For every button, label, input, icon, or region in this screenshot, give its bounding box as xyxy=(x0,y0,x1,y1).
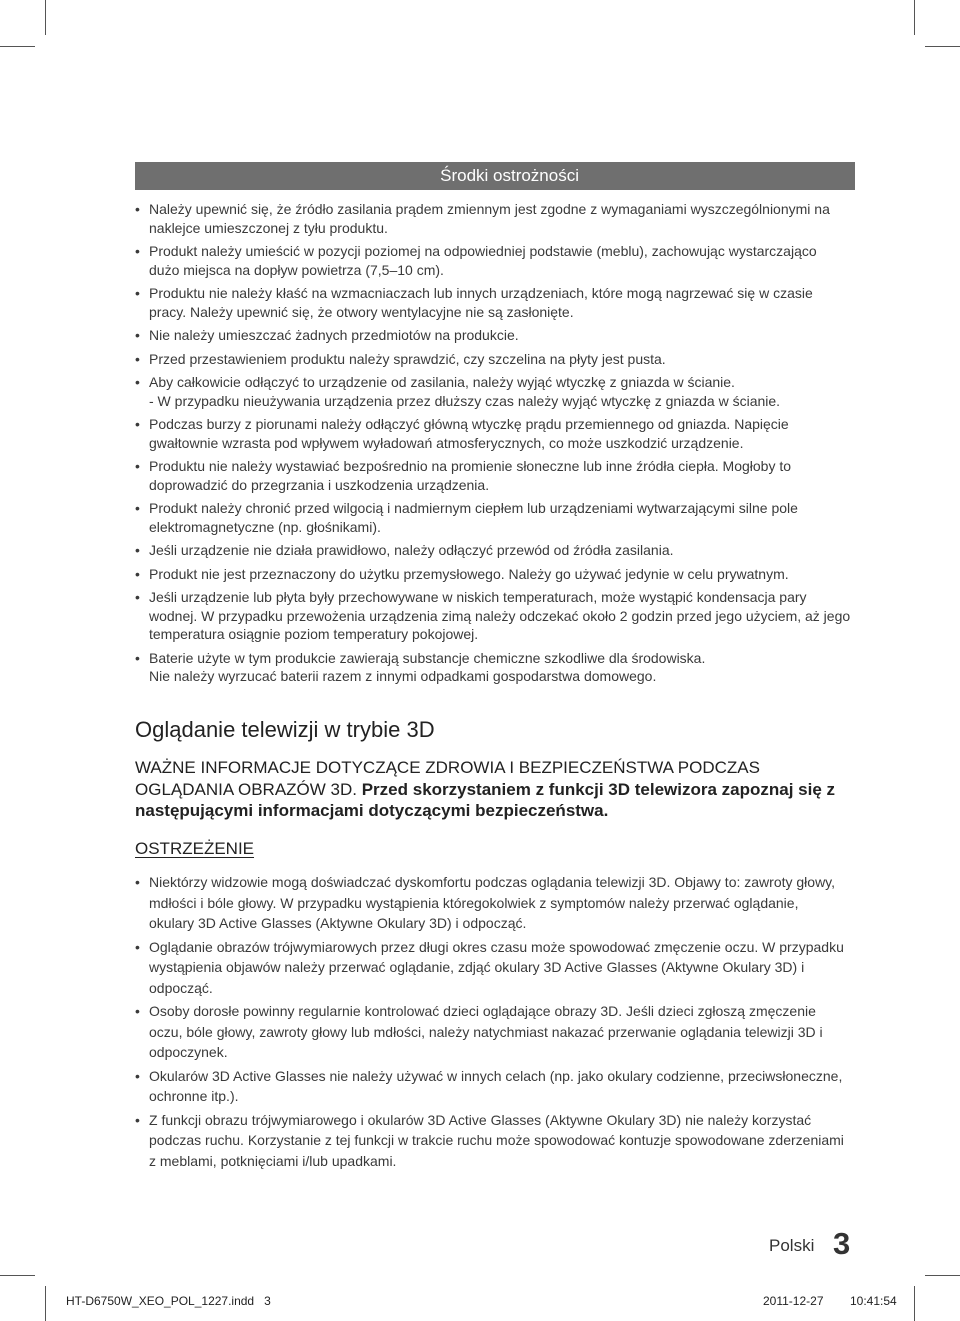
line: pracy. Należy upewnić się, że otwory wentylacyjne nie są zasłonięte. xyxy=(149,303,574,320)
list-item xyxy=(135,1066,855,1107)
line: ochronne itp.). xyxy=(149,1088,239,1104)
line: • Baterie użyte w tym produkcie zawierają substancje chemiczne szkodliwe dla środowiska. xyxy=(149,649,706,666)
list-item xyxy=(135,872,855,934)
line: wystąpienia objawów należy przerwać oglądanie, zdjąć okulary 3D Active Glasses (Aktywne Okulary 3D) i xyxy=(149,959,805,975)
notice-text: OGLĄDANIA OBRAZÓW 3D. xyxy=(135,779,362,799)
line: • Oglądanie obrazów trójwymiarowych przez długi okres czasu może spowodować zmęczenie oczu. W przypadku xyxy=(149,938,844,955)
line: • Produkt należy umieścić w pozycji poziomej na odpowiedniej podstawie (meblu), zachowując wystarczająco xyxy=(149,243,817,259)
line: mdłości i bóle głowy. W przypadku wystąpienia któregokolwiek z symptomów należy przerwać oglądanie, xyxy=(149,894,799,911)
notice-bold-text: Przed skorzystaniem z funkcji 3D telewizora zapoznaj się z xyxy=(361,779,836,799)
list-item xyxy=(135,200,855,237)
line: wodnej. W przypadku przewożenia urządzenia zimą należy odczekać około 2 godzin przed jego użyciem, aż jego xyxy=(149,607,851,624)
crop-mark xyxy=(925,1275,960,1276)
list-item xyxy=(135,326,855,345)
line: podczas ruchu. Korzystanie z tej funkcji w trakcie ruchu może spowodować kontuzje spowodowane zderzeniami xyxy=(149,1132,844,1148)
slug-time: 10:41:54 xyxy=(850,1294,897,1308)
line: • Podczas burzy z piorunami należy odłączyć główną wtyczkę prądu przemiennego od gniazda. Napięcie xyxy=(149,416,789,432)
line: okulary 3D Active Glasses (Aktywne Okulary 3D) i odpocząć. xyxy=(149,915,527,931)
list-item xyxy=(135,1110,855,1172)
line: oczu, bóle głowy, zawroty głowy lub mdłości, należy natychmiast nakazać przerwanie oglądania telewizji 3D i xyxy=(149,1023,823,1040)
line: gwałtownie wzrasta pod wpływem wyładowań atmosferycznych, co może uszkodzić urządzenie. xyxy=(149,434,744,451)
line: • Produkt należy chronić przed wilgocią i nadmiernym ciepłem lub urządzeniami wytwarzającymi silne pole xyxy=(149,500,798,516)
line: • Okularów 3D Active Glasses nie należy używać w innych celach (np. jako okulary codzienne, przeciwsłoneczne, xyxy=(149,1067,843,1084)
crop-mark xyxy=(0,1275,35,1276)
section-header-bar xyxy=(135,162,855,190)
list-item xyxy=(135,457,855,494)
crop-mark xyxy=(914,1286,915,1321)
page-number: 3 xyxy=(833,1226,851,1261)
list-item xyxy=(135,1001,855,1063)
crop-mark xyxy=(914,0,915,35)
warning-title: OSTRZEŻENIE xyxy=(135,839,255,858)
line: • Jeśli urządzenie nie działa prawidłowo, należy odłączyć przewód od źródła zasilania. xyxy=(149,542,674,558)
line: • Niektórzy widzowie mogą doświadczać dyskomfortu podczas oglądania telewizji 3D. Objawy to: zawroty głowy, xyxy=(149,874,836,890)
section-title: Środki ostrożności xyxy=(440,166,579,185)
list-item xyxy=(135,284,855,321)
crop-mark xyxy=(45,0,46,35)
crop-mark xyxy=(0,46,35,47)
notice-line xyxy=(135,779,855,801)
line: z meblami, potknięciami i/lub upadkami. xyxy=(149,1152,397,1169)
list-item xyxy=(135,350,855,369)
slug-date: 2011-12-27 xyxy=(763,1294,824,1308)
list-item xyxy=(135,565,855,584)
line: odpoczynek. xyxy=(149,1044,228,1060)
line: • Produktu nie należy kłaść na wzmacniaczach lub innych urządzeniach, które mogą nagrzewać się w czasie xyxy=(149,285,813,301)
list-item xyxy=(135,541,855,560)
slug-filename: HT-D6750W_XEO_POL_1227.indd 3 xyxy=(66,1294,271,1308)
warning-list xyxy=(135,872,855,1174)
line: • Produktu nie należy wystawiać bezpośrednio na promienie słoneczne lub inne źródła ciepła. Mogłoby to xyxy=(149,458,792,474)
line: temperatura osiągnie poziom temperatury pokojowej. xyxy=(149,626,479,642)
line: doprowadzić do przegrzania i uszkodzenia urządzenia. xyxy=(149,476,490,493)
notice-line: WAŻNE INFORMACJE DOTYCZĄCE ZDROWIA I BEZPIECZEŃSTWA PODCZAS xyxy=(135,758,760,777)
line: • Nie należy umieszczać żadnych przedmiotów na produkcie. xyxy=(149,327,519,343)
crop-mark xyxy=(925,46,960,47)
line: • Osoby dorosłe powinny regularnie kontrolować dzieci oglądające obrazy 3D. Jeśli dzieci zgłoszą zmęczenie xyxy=(149,1003,816,1019)
crop-mark xyxy=(45,1286,46,1321)
list-item xyxy=(135,588,855,644)
list-item xyxy=(135,242,855,279)
line: odpocząć. xyxy=(149,979,213,996)
important-health-notice xyxy=(135,757,855,822)
line: naklejce umieszczonej z tyłu produktu. xyxy=(149,219,388,236)
precautions-list xyxy=(135,200,855,691)
line: • Należy upewnić się, że źródło zasilania prądem zmiennym jest zgodne z wymaganiami wyszczególnionymi na xyxy=(149,201,830,217)
line: • Aby całkowicie odłączyć to urządzenie od zasilania, należy wyjąć wtyczkę z gniazda w ścianie. xyxy=(149,374,735,390)
list-item xyxy=(135,649,855,686)
notice-line: następującymi informacjami dotyczącymi bezpieczeństwa. xyxy=(135,801,609,820)
line: • Z funkcji obrazu trójwymiarowego i okularów 3D Active Glasses (Aktywne Okulary 3D) nie należy korzystać xyxy=(149,1111,812,1128)
line: Nie należy wyrzucać baterii razem z innymi odpadkami gospodarstwa domowego. xyxy=(149,668,657,684)
line: • Jeśli urządzenie lub płyta były przechowywane w niskich temperaturach, może wystąpić kondensacja pary xyxy=(149,589,807,605)
list-item xyxy=(135,499,855,536)
line: elektromagnetyczne (np. głośnikami). xyxy=(149,518,381,535)
footer-language: Polski xyxy=(769,1236,815,1255)
line: - W przypadku nieużywania urządzenia przez dłuższy czas należy wyjąć wtyczkę z gniazda w ścianie. xyxy=(149,392,781,409)
list-item xyxy=(135,373,855,410)
line: • Przed przestawieniem produktu należy sprawdzić, czy szczelina na płyty jest pusta. xyxy=(149,350,666,367)
line: dużo miejsca na dopływ powietrza (7,5–10 cm). xyxy=(149,261,444,278)
line: • Produkt nie jest przeznaczony do użytku przemysłowego. Należy go używać jedynie w celu prywatnym. xyxy=(149,565,789,582)
page-heading-3d: Oglądanie telewizji w trybie 3D xyxy=(135,717,435,742)
list-item xyxy=(135,937,855,999)
list-item xyxy=(135,415,855,452)
